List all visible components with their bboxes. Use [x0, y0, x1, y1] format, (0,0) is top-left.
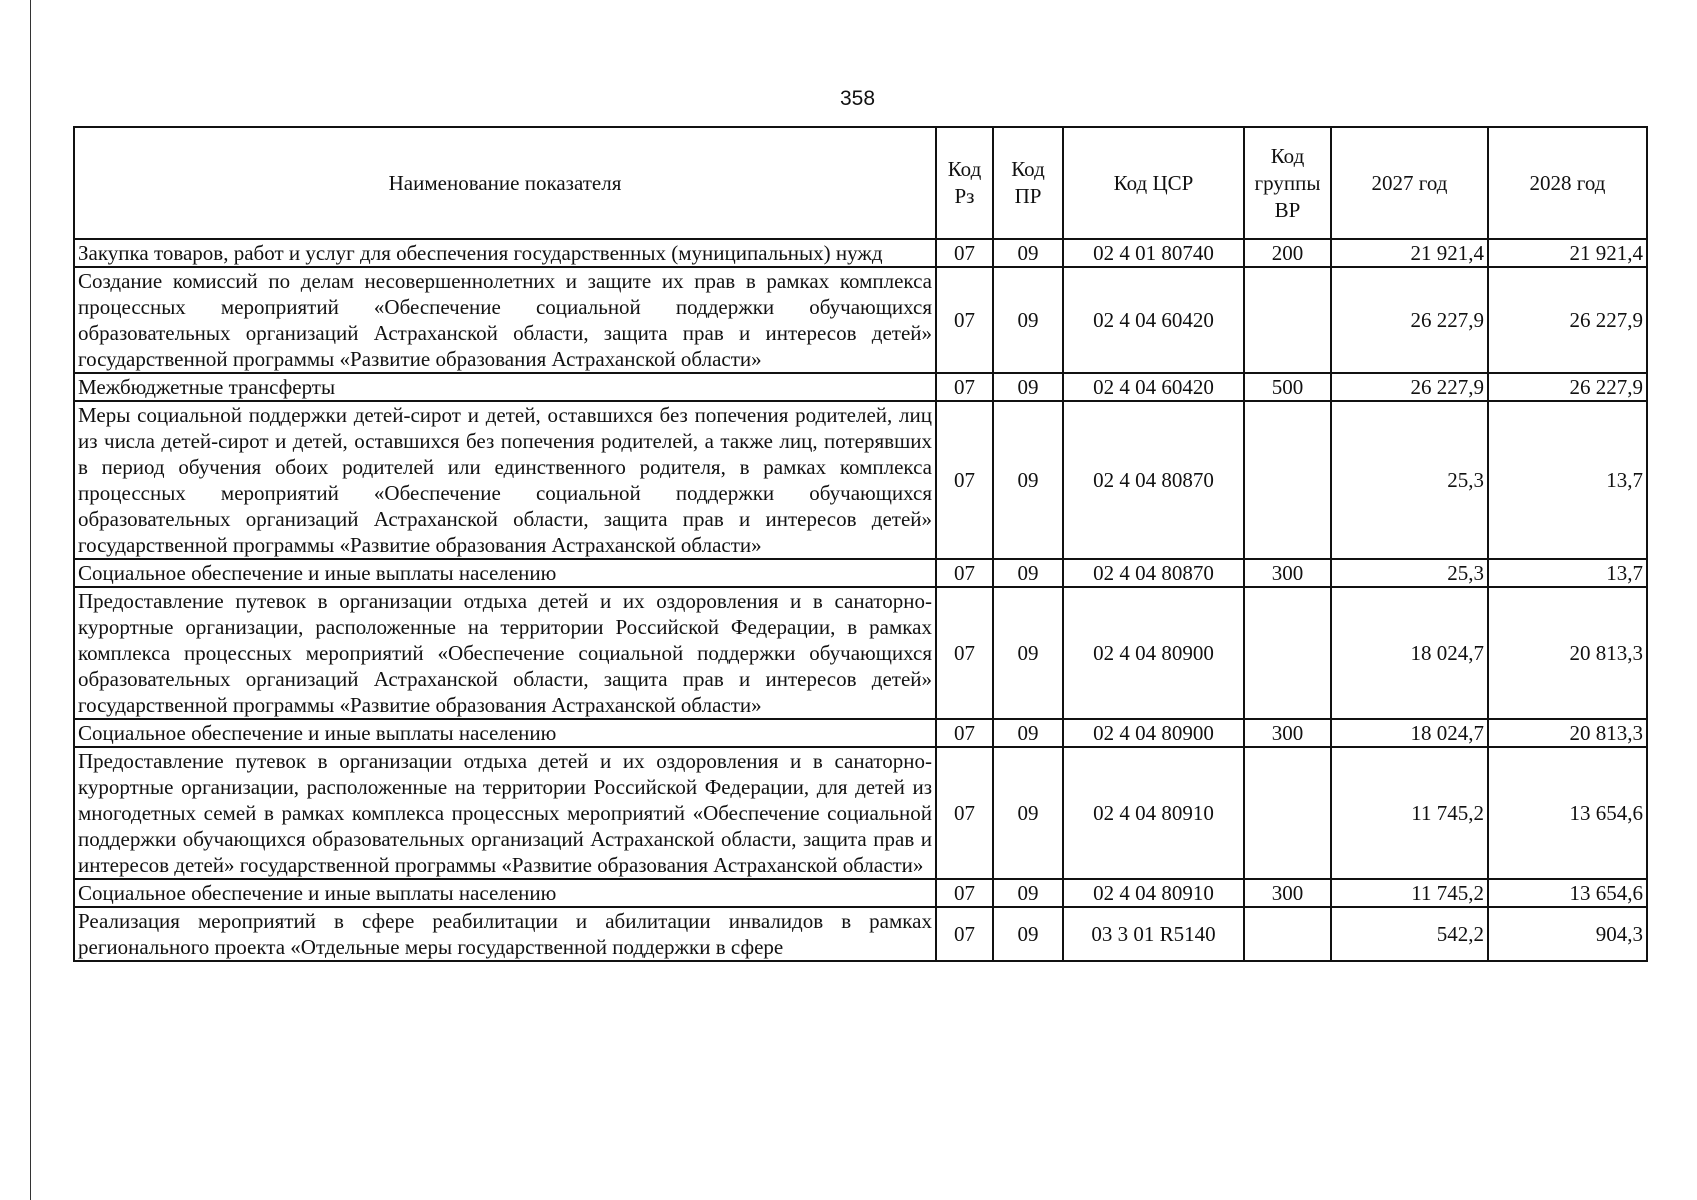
cell-rz: 07 [936, 373, 993, 401]
cell-name: Социальное обеспечение и иные выплаты населению [74, 719, 936, 747]
cell-rz: 07 [936, 401, 993, 559]
cell-2027: 21 921,4 [1331, 239, 1488, 267]
budget-table [73, 126, 1648, 962]
table-row [74, 373, 1647, 401]
cell-pr: 09 [993, 559, 1063, 587]
cell-pr: 09 [993, 879, 1063, 907]
cell-2027: 25,3 [1331, 401, 1488, 559]
cell-vr: 300 [1244, 559, 1331, 587]
cell-2028: 13 654,6 [1488, 879, 1647, 907]
cell-vr [1244, 907, 1331, 961]
cell-vr [1244, 747, 1331, 879]
header-vr: Код группы ВР [1244, 127, 1331, 239]
cell-rz: 07 [936, 267, 993, 373]
cell-csr: 02 4 04 80870 [1063, 559, 1244, 587]
cell-pr: 09 [993, 587, 1063, 719]
cell-2028: 904,3 [1488, 907, 1647, 961]
margin-line [30, 0, 31, 1200]
header-2028: 2028 год [1488, 127, 1647, 239]
cell-name: Социальное обеспечение и иные выплаты населению [74, 879, 936, 907]
cell-pr: 09 [993, 401, 1063, 559]
cell-2027: 11 745,2 [1331, 747, 1488, 879]
cell-csr: 02 4 04 80910 [1063, 747, 1244, 879]
cell-pr: 09 [993, 907, 1063, 961]
cell-2027: 18 024,7 [1331, 587, 1488, 719]
cell-rz: 07 [936, 747, 993, 879]
cell-name: Закупка товаров, работ и услуг для обеспечения государственных (муниципальных) нужд [74, 239, 936, 267]
cell-csr: 03 3 01 R5140 [1063, 907, 1244, 961]
cell-csr: 02 4 04 80910 [1063, 879, 1244, 907]
cell-vr: 300 [1244, 879, 1331, 907]
cell-2027: 542,2 [1331, 907, 1488, 961]
table-row [74, 239, 1647, 267]
cell-vr: 300 [1244, 719, 1331, 747]
cell-vr [1244, 587, 1331, 719]
table-row [74, 747, 1647, 879]
cell-vr [1244, 401, 1331, 559]
cell-rz: 07 [936, 879, 993, 907]
header-rz: Код Рз [936, 127, 993, 239]
header-name: Наименование показателя [74, 127, 936, 239]
table-row [74, 879, 1647, 907]
cell-name [74, 907, 936, 961]
cell-rz: 07 [936, 239, 993, 267]
cell-name: Межбюджетные трансферты [74, 373, 936, 401]
cell-2028: 26 227,9 [1488, 267, 1647, 373]
table-row [74, 719, 1647, 747]
table-header-row [74, 127, 1647, 239]
cell-2027: 26 227,9 [1331, 267, 1488, 373]
cell-pr: 09 [993, 373, 1063, 401]
cell-csr: 02 4 01 80740 [1063, 239, 1244, 267]
cell-2027: 25,3 [1331, 559, 1488, 587]
cell-csr: 02 4 04 80870 [1063, 401, 1244, 559]
cell-name: Предоставление путевок в организации отдыха детей и их оздоровления и в санаторно-курортные организации, расположенные на территории Российской Федерации, в рамках комплекса процессных мероприятий «Обеспечение социальной поддержки обучающихся образовательных организаций Астраханской области, защита прав и интересов детей» государственной программы «Развитие образования Астраханской области» [74, 587, 936, 719]
cell-2027: 26 227,9 [1331, 373, 1488, 401]
cell-vr: 500 [1244, 373, 1331, 401]
cell-rz: 07 [936, 719, 993, 747]
cell-name: Социальное обеспечение и иные выплаты населению [74, 559, 936, 587]
cell-csr: 02 4 04 80900 [1063, 719, 1244, 747]
cell-pr: 09 [993, 239, 1063, 267]
cell-2028: 13 654,6 [1488, 747, 1647, 879]
cell-pr: 09 [993, 267, 1063, 373]
table-row [74, 401, 1647, 559]
cell-2028: 20 813,3 [1488, 719, 1647, 747]
cell-pr: 09 [993, 719, 1063, 747]
cell-2028: 13,7 [1488, 559, 1647, 587]
table-row [74, 907, 1647, 961]
cell-name: Предоставление путевок в организации отдыха детей и их оздоровления и в санаторно-курортные организации, расположенные на территории Российской Федерации, для детей из многодетных семей в рамках комплекса процессных мероприятий «Обеспечение социальной поддержки обучающихся образовательных организаций Астраханской области, защита прав и интересов детей» государственной программы «Развитие образования Астраханской области» [74, 747, 936, 879]
table-row [74, 267, 1647, 373]
page-number: 358 [839, 87, 876, 110]
cell-name-text: Реализация мероприятий в сфере реабилитации и абилитации инвалидов в рамках регионального проекта «Отдельные меры государственной поддержки в сфере [78, 909, 932, 959]
cell-csr: 02 4 04 60420 [1063, 373, 1244, 401]
cell-2028: 21 921,4 [1488, 239, 1647, 267]
cell-2028: 26 227,9 [1488, 373, 1647, 401]
cell-2027: 18 024,7 [1331, 719, 1488, 747]
cell-rz: 07 [936, 907, 993, 961]
cell-pr: 09 [993, 747, 1063, 879]
cell-vr: 200 [1244, 239, 1331, 267]
cell-2028: 20 813,3 [1488, 587, 1647, 719]
cell-rz: 07 [936, 559, 993, 587]
cell-name: Меры социальной поддержки детей-сирот и детей, оставшихся без попечения родителей, лиц из числа детей-сирот и детей, оставшихся без попечения родителей, а также лиц, потерявших в период обучения обоих родителей или единственного родителя, в рамках комплекса процессных мероприятий «Обеспечение социальной поддержки обучающихся образовательных организаций Астраханской области, защита прав и интересов детей» государственной программы «Развитие образования Астраханской области» [74, 401, 936, 559]
cell-rz: 07 [936, 587, 993, 719]
table-row [74, 559, 1647, 587]
table-row [74, 587, 1647, 719]
header-pr: Код ПР [993, 127, 1063, 239]
header-2027: 2027 год [1331, 127, 1488, 239]
cell-2027: 11 745,2 [1331, 879, 1488, 907]
cell-vr [1244, 267, 1331, 373]
cell-csr: 02 4 04 80900 [1063, 587, 1244, 719]
cell-csr: 02 4 04 60420 [1063, 267, 1244, 373]
cell-name: Создание комиссий по делам несовершеннолетних и защите их прав в рамках комплекса процессных мероприятий «Обеспечение социальной поддержки обучающихся образовательных организаций Астраханской области, защита прав и интересов детей» государственной программы «Развитие образования Астраханской области» [74, 267, 936, 373]
header-csr: Код ЦСР [1063, 127, 1244, 239]
cell-2028: 13,7 [1488, 401, 1647, 559]
